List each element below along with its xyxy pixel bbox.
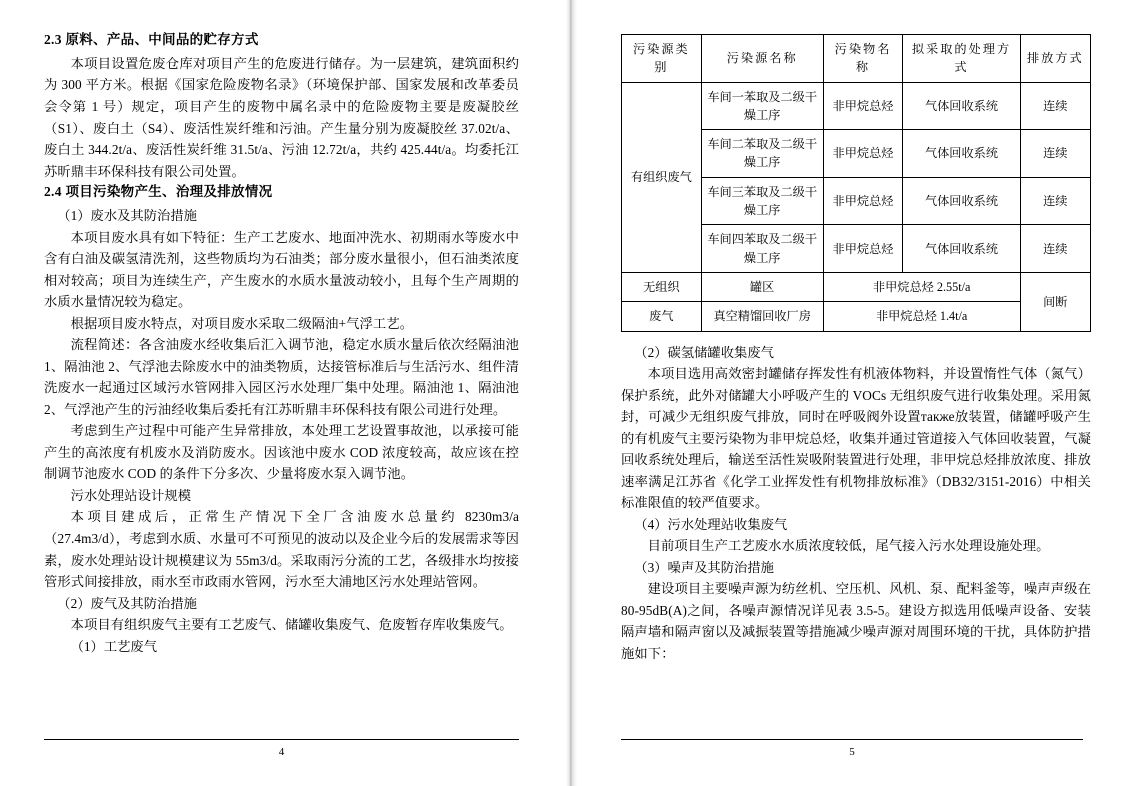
paragraph-wwtp-gas: 目前项目生产工艺废水水质浓度较低，尾气接入污水处理设施处理。 <box>647 538 1050 554</box>
subsection-tank-gas: （2）碳氢储罐收集废气 <box>634 344 774 360</box>
cell-discharge: 连续 <box>1020 225 1090 273</box>
cell-group-unorganized-1: 无组织 <box>622 272 702 301</box>
cell-unorganized-value: 非甲烷总烃 2.55t/a <box>823 272 1020 301</box>
cell-source-name: 车间三苯取及二级干燥工序 <box>701 177 823 225</box>
subsection-wwtp-gas: （4）污水处理站收集废气 <box>634 516 788 532</box>
cell-pollutant: 非甲烷总烃 <box>823 82 903 130</box>
cell-source-name: 车间四苯取及二级干燥工序 <box>701 225 823 273</box>
page-number-right: 5 <box>849 746 855 758</box>
subsection-process-gas: （1）工艺废气 <box>70 638 158 654</box>
paragraph-process-description: 流程简述：各含油废水经收集后汇入调节池，稳定水质水量后依次经隔油池 1、隔油池 2、气浮池去除废水中的油类物质，达接管标准后与生活污水、组件清洗废水一起通过区域污水管网排入园区污水处理厂集中处理。隔油池 1、隔油池 2、气浮池产生的污油经收集后委托有江苏昕鼎丰环保科技有限公司进行处理。 <box>44 337 519 417</box>
cell-discharge-intermittent: 间断 <box>1020 272 1090 331</box>
paragraph-noise: 建设项目主要噪声源为纺丝机、空压机、风机、泵、配料釜等，噪声声级在 80-95dB(A)之间，各噪声源情况详见表 3.5-5。建设方拟选用低噪声设备、安装隔声墙和隔声窗以及减振装置等措施减少噪声源对周围环境的干扰，具体防护措施如下： <box>621 581 1091 661</box>
pollution-source-table <box>621 34 1091 332</box>
cell-pollutant: 非甲烷总烃 <box>823 177 903 225</box>
cell-pollutant: 非甲烷总烃 <box>823 130 903 178</box>
section-heading-2-3: 2.3 原料、产品、中间品的贮存方式 <box>44 32 259 47</box>
cell-group-organized: 有组织废气 <box>622 82 702 272</box>
cell-source-name: 车间一苯取及二级干燥工序 <box>701 82 823 130</box>
footer-rule-left <box>44 739 519 740</box>
subsection-noise: （3）噪声及其防治措施 <box>634 559 774 575</box>
th-pollutant-name: 污染物名称 <box>823 35 903 83</box>
subsection-wastewater: （1）废水及其防治措施 <box>57 208 197 224</box>
paragraph-storage-method: 本项目设置危废仓库对项目产生的危废进行储存。为一层建筑，建筑面积约为 300 平方米。根据《国家危险废物名录》（环境保护部、国家发展和改革委员会令第 1 号）规定，项目产生的废物中属名录中的危险废物主要是废凝胶丝（S1）、废白土（S4）、废活性炭纤维和污油。产生量分别为废凝胶丝 37.02t/a、废白土 344.2t/a、废活性炭纤维 31.5t/a、污油 12.72t/a，共约 425.44t/a。均委托江苏昕鼎丰环保科技有限公司处置。 <box>44 55 519 179</box>
cell-treatment: 气体回收系统 <box>903 82 1020 130</box>
section-heading-2-4: 2.4 项目污染物产生、治理及排放情况 <box>44 184 273 200</box>
cell-source-name: 罐区 <box>701 272 823 301</box>
cell-discharge: 连续 <box>1020 130 1090 178</box>
page-left <box>0 0 563 786</box>
cell-pollutant: 非甲烷总烃 <box>823 225 903 273</box>
page-number-left: 4 <box>278 746 285 758</box>
cell-treatment: 气体回收系统 <box>903 177 1020 225</box>
page-right <box>577 0 1127 786</box>
paragraph-wastewater-features: 本项目废水具有如下特征：生产工艺废水、地面冲洗水、初期雨水等废水中含有白油及碳氢清洗剂，这些物质均为石油类；部分废水量很小，但石油类浓度相对较高；项目为连续生产，产生废水的水质水量波动较小，且每个生产周期的水质水量情况较为稳定。 <box>44 229 519 310</box>
cell-group-unorganized-2: 废气 <box>622 302 702 331</box>
book-gutter <box>563 0 577 786</box>
th-source-name: 污染源名称 <box>701 35 823 83</box>
paragraph-design-scale: 本项目建成后，正常生产情况下全厂含油废水总量约 8230m3/a（27.4m3/d），考虑到水质、水量可不可预见的波动以及企业今后的发展需求等因素，废水处理站设计规模建议为 55m3/d。采取雨污分流的工艺，各级排水均按接管形式间接排放，雨水至市政雨水管网，污水至大浦地区污水处理站管网。 <box>44 509 519 590</box>
th-source-category: 污染源类别 <box>622 35 702 83</box>
th-discharge-mode: 排放方式 <box>1020 35 1090 83</box>
paragraph-tank-gas: 本项目选用高效密封罐储存挥发性有机液体物料，并设置惰性气体（氮气）保护系统，此外对储罐大小呼吸产生的 VOCs 无组织废气进行收集处理。采用氮封，可减少无组织废气排放，同时在呼吸阀外设置также放装置，储罐呼吸产生的有机废气主要污染物为非甲烷总烃，收集并通过管道接入气体回收装置，气凝回收系统处理后，输送至活性炭吸附装置进行处理，非甲烷总烃排放浓度、排放速率满足江苏省《化学工业挥发性有机物排放标准》（DB32/3151-2016）中相关标准限值的较严值要求。 <box>621 366 1091 511</box>
paragraph-wastewater-process: 根据项目废水特点，对项目废水采取二级隔油+气浮工艺。 <box>70 315 414 331</box>
cell-source-name: 真空精馏回收厂房 <box>701 302 823 331</box>
paragraph-accident-pool: 考虑到生产过程中可能产生异常排放，本处理工艺设置事故池，以承接可能产生的高浓度有机废水及消防废水。因该池中废水 COD 浓度较高，故应该在控制调节池废水 COD 的条件下分多次、少量将废水泵入调节池。 <box>44 423 519 482</box>
subsection-waste-gas: （2）废气及其防治措施 <box>57 595 197 611</box>
cell-treatment: 气体回收系统 <box>903 130 1020 178</box>
paragraph-design-scale-title: 污水处理站设计规模 <box>70 487 192 503</box>
table-header-row <box>622 35 1091 83</box>
footer-rule-right <box>621 739 1083 740</box>
cell-treatment: 气体回收系统 <box>903 225 1020 273</box>
paragraph-organized-gas: 本项目有组织废气主要有工艺废气、储罐收集废气、危废暂存库收集废气。 <box>70 617 513 633</box>
th-treatment: 拟采取的处理方式 <box>903 35 1020 83</box>
cell-discharge: 连续 <box>1020 82 1090 130</box>
table-row <box>622 272 1091 301</box>
table-row <box>622 82 1091 130</box>
cell-discharge: 连续 <box>1020 177 1090 225</box>
cell-source-name: 车间二苯取及二级干燥工序 <box>701 130 823 178</box>
cell-unorganized-value: 非甲烷总烃 1.4t/a <box>823 302 1020 331</box>
